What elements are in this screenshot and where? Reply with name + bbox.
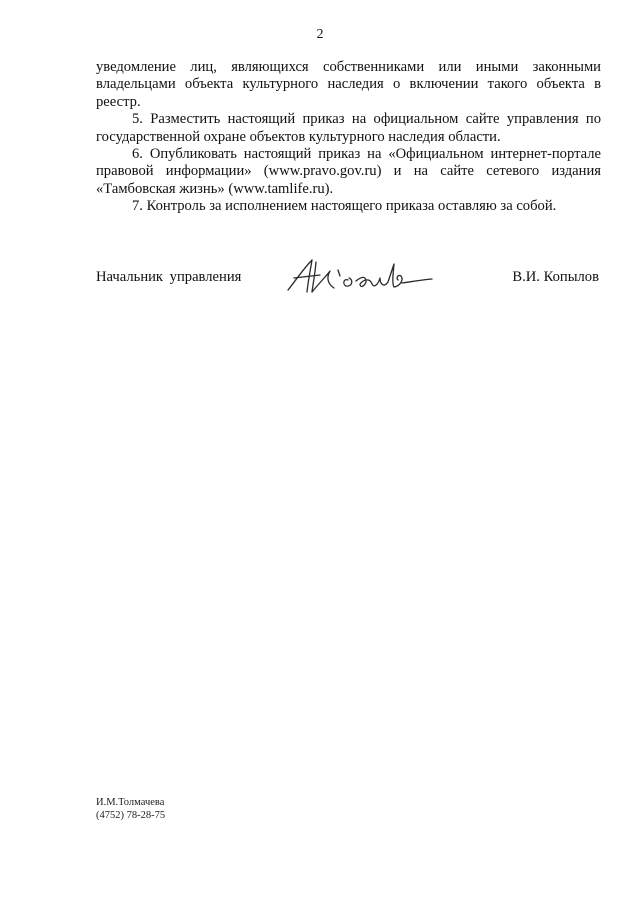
signatory-title: Начальник управления [96,269,242,285]
handwritten-signature [282,254,442,299]
executor-name: И.М.Толмачева [96,797,165,808]
document-body [96,59,601,216]
signatory-name: В.И. Копылов [512,269,599,285]
paragraph-item-7: 7. Контроль за исполнением настоящего приказа оставляю за собой. [132,198,557,215]
page-number: 2 [316,27,324,42]
paragraph-item-6: 6. Опубликовать настоящий приказ на «Официальном интернет-портале правовой информации» (www.pravo.gov.ru) и на сайте сетевого издания «Тамбовская жизнь» (www.tamlife.ru). [96,146,601,197]
executor-info [96,796,165,822]
executor-phone: (4752) 78-28-75 [96,810,166,821]
signature-block [96,264,601,294]
paragraph-continuation: уведомление лиц, являющихся собственниками или иными законными владельцами объекта культурного наследия о включении такого объекта в реестр. [96,59,601,110]
paragraph-item-5: 5. Разместить настоящий приказ на официальном сайте управления по государственной охране объектов культурного наследия области. [96,111,601,145]
